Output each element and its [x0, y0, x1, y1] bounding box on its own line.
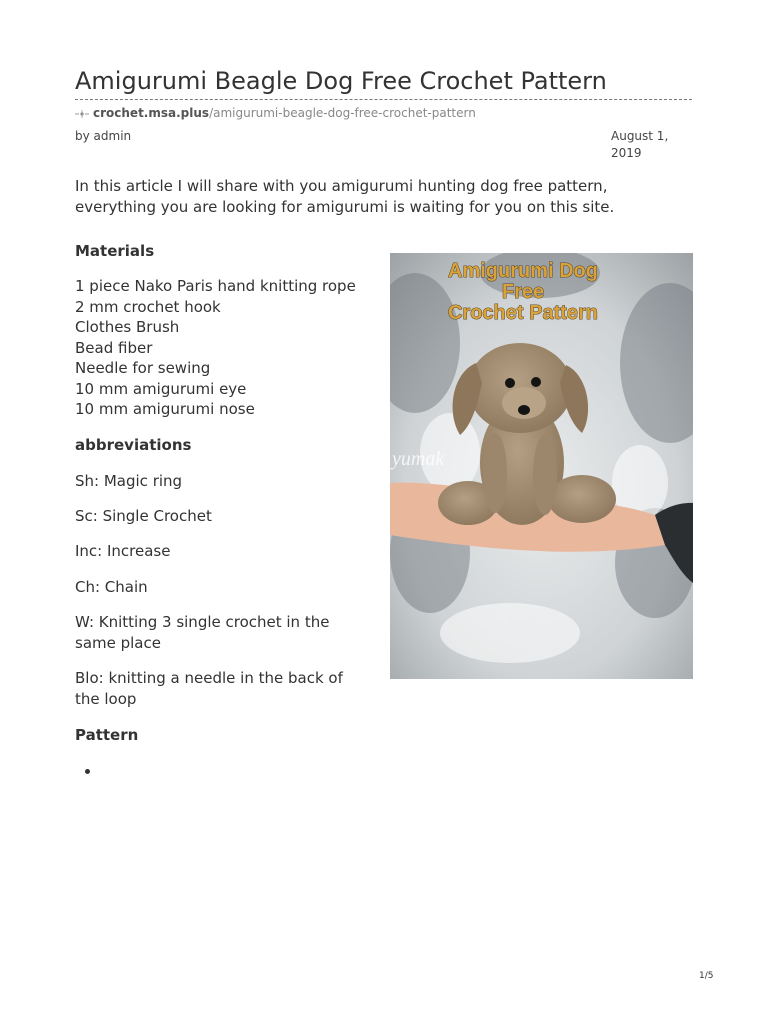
abbreviations-heading: abbreviations	[75, 436, 192, 454]
article-photo	[390, 253, 693, 679]
source-domain[interactable]: crochet.msa.plus	[93, 106, 210, 120]
dog-eye	[531, 377, 541, 387]
abbreviation-item: Ch: Chain	[75, 578, 148, 596]
dog-nose	[518, 405, 530, 415]
intro-paragraph: In this article I will share with you amigurumi hunting dog free pattern, everything you are looking for amigurumi is waiting for you on this site.	[75, 177, 615, 216]
site-favicon-icon	[75, 109, 89, 119]
photo-watermark: yumak	[392, 448, 445, 470]
page-number: 1/5	[699, 971, 714, 981]
pattern-list	[75, 760, 101, 782]
materials-heading: Materials	[75, 242, 155, 260]
list-item: 1 piece Nako Paris hand knitting rope	[75, 277, 356, 295]
dog-eye	[505, 378, 515, 388]
pattern-heading: Pattern	[75, 726, 139, 744]
list-item: Needle for sewing	[75, 359, 211, 377]
list-item: Bead fiber	[75, 338, 153, 357]
abbreviation-item: W: Knitting 3 single crochet in the same place	[75, 613, 330, 652]
caption-line: Amigurumi Dog	[448, 260, 598, 282]
abbreviation-item: Inc: Increase	[75, 542, 171, 560]
list-item: 10 mm amigurumi eye	[75, 379, 247, 398]
abbreviation-item: Sc: Single Crochet	[75, 507, 212, 525]
abbreviation-item: Blo: knitting a needle in the back of the loop	[75, 669, 343, 708]
publish-date-line2: 2019	[611, 146, 642, 160]
article-title: Amigurumi Beagle Dog Free Crochet Pattern	[75, 67, 607, 95]
publish-date-line1: August 1,	[611, 129, 669, 143]
publish-date	[611, 128, 671, 162]
source-line[interactable]	[75, 105, 476, 121]
list-item: Clothes Brush	[75, 318, 180, 336]
abbreviation-item: Sh: Magic ring	[75, 472, 183, 490]
title-divider	[75, 99, 692, 100]
caption-line: Free	[501, 281, 545, 303]
list-item: 10 mm amigurumi nose	[75, 400, 255, 418]
byline: by admin	[75, 129, 132, 143]
list-item: 2 mm crochet hook	[75, 297, 221, 316]
source-path[interactable]: /amigurumi-beagle-dog-free-crochet-pattern	[209, 106, 476, 120]
materials-list	[75, 276, 356, 420]
caption-line: Crochet Pattern	[447, 302, 599, 324]
